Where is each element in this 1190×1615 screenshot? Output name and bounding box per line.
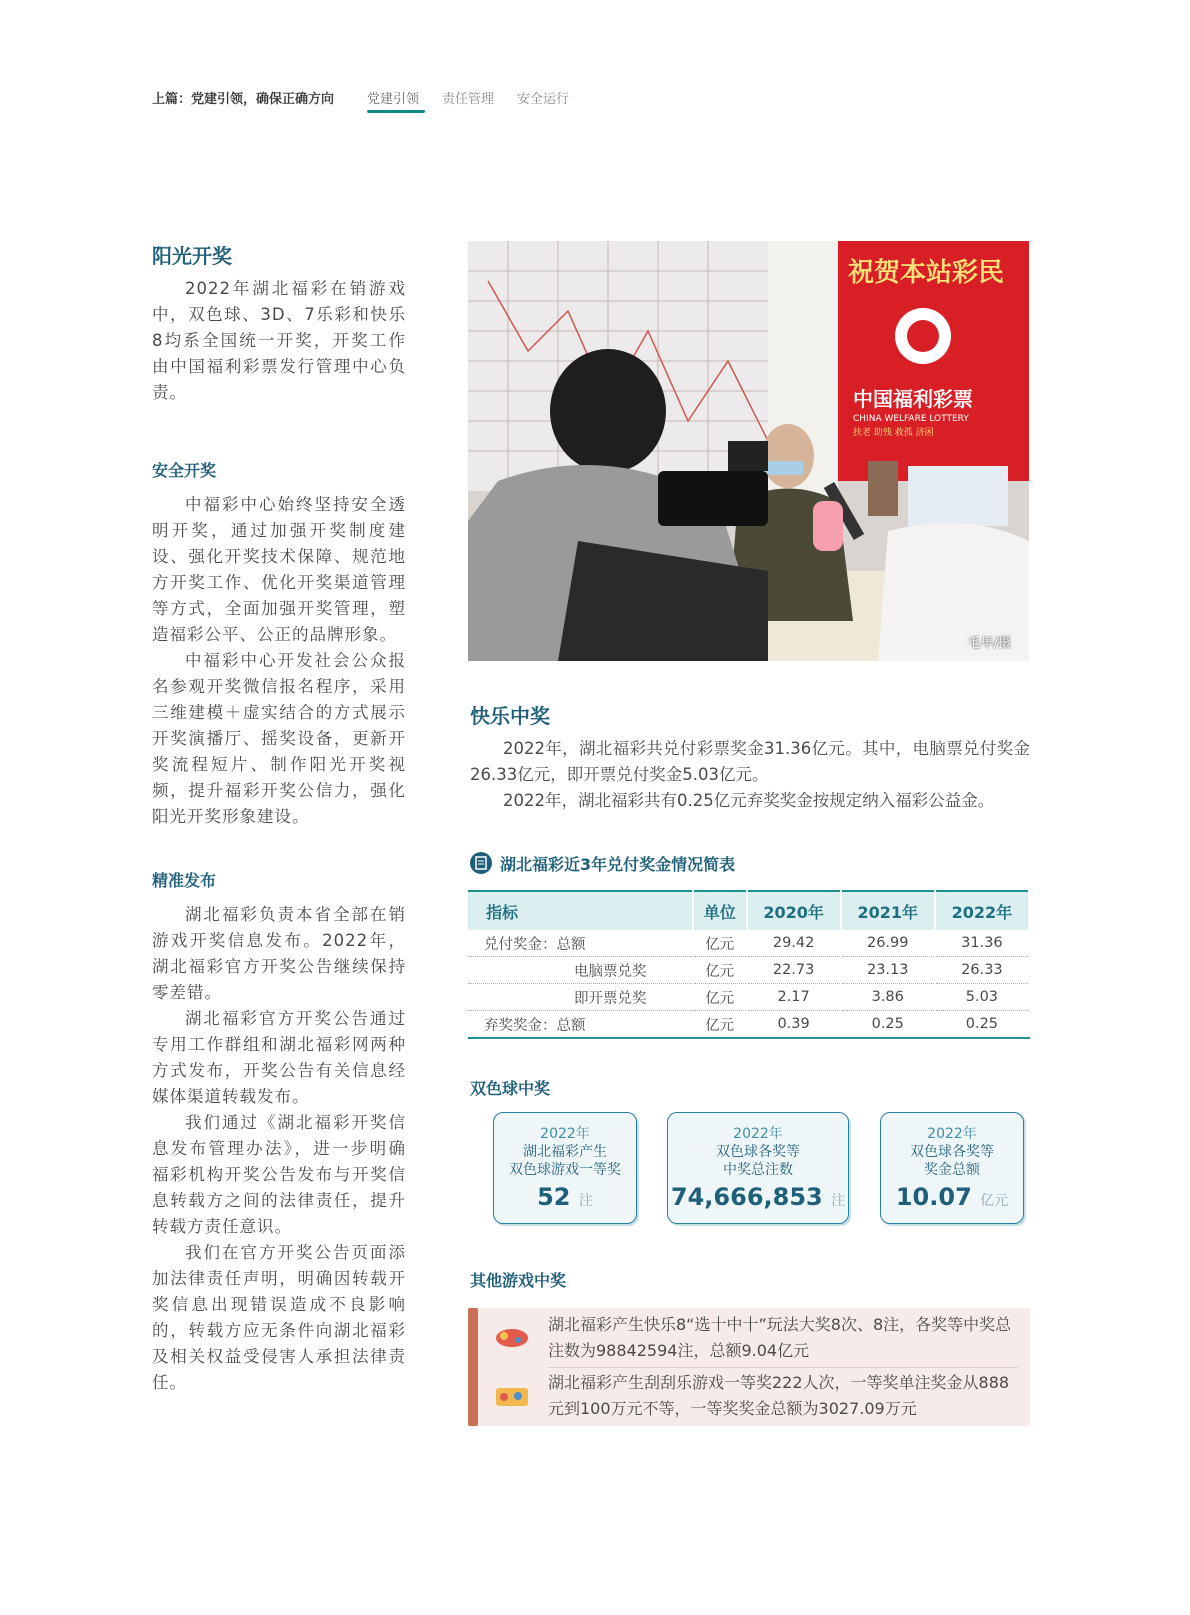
stat-line-2: 中奖总注数 [723, 1162, 793, 1178]
row-2022: 0.25 [935, 1011, 1029, 1039]
prize-table [468, 890, 1030, 1039]
table-row [468, 957, 1029, 984]
row-indicator: 弃奖奖金：总额 [468, 1011, 693, 1039]
row-2022: 5.03 [935, 984, 1029, 1011]
col-header-2022: 2022年 [935, 891, 1029, 930]
row-2020: 29.42 [747, 930, 841, 957]
tab-party-lead[interactable]: 党建引领 [367, 92, 420, 107]
other-item-1: 湖北福彩产生快乐8“选十中十”玩法大奖8次、8注，各奖等中奖总注数为98842594注，总额9.04亿元 [548, 1315, 1012, 1360]
photo-illustration [468, 241, 1029, 661]
sign-en-text: CHINA WELFARE LOTTERY [853, 414, 969, 424]
stat-value: 10.07 [895, 1183, 972, 1211]
happy-title: 快乐中奖 [470, 704, 550, 728]
stat-unit: 注 [831, 1193, 846, 1209]
col-header-unit: 单位 [693, 891, 747, 930]
stat-line-1: 双色球各奖等 [716, 1144, 800, 1160]
lantern-icon [492, 1324, 532, 1352]
section-title: 上篇：党建引领，确保正确方向 [152, 92, 335, 107]
publish-para-1: 湖北福彩负责本省全部在销游戏开奖信息发布。2022年，湖北福彩官方开奖公告继续保持零差错。 [152, 905, 406, 1002]
safe-para-1: 中福彩中心始终坚持安全透明开奖，通过加强开奖制度建设、强化开奖技术保障、规范地方开奖工作、优化开奖渠道管理等方式，全面加强开奖管理，塑造福彩公平、公正的品牌形象。 [152, 495, 406, 644]
document-icon [470, 852, 492, 874]
table-row [468, 984, 1029, 1011]
row-unit: 亿元 [693, 1011, 747, 1039]
row-unit: 亿元 [693, 984, 747, 1011]
stat-unit: 亿元 [980, 1193, 1009, 1209]
row-indicator: 兑付奖金：总额 [468, 930, 693, 957]
stat-value: 74,666,853 [670, 1183, 823, 1211]
publish-para-4: 我们在官方开奖公告页面添加法律责任声明，明确因转载开奖信息出现错误造成不良影响的，转载方应无条件向湖北福彩及相关权益受侵害人承担法律责任。 [152, 1243, 406, 1392]
stat-unit: 注 [578, 1193, 593, 1209]
stat-line-1: 湖北福彩产生 [523, 1144, 607, 1160]
stat-line-2: 奖金总额 [924, 1162, 980, 1178]
col-header-2020: 2020年 [747, 891, 841, 930]
row-unit: 亿元 [693, 930, 747, 957]
accent-bar [468, 1308, 478, 1426]
row-indicator: 即开票兑奖 [468, 984, 693, 1011]
lottery-shop-photo [468, 241, 1029, 661]
stat-box-total-prize [880, 1112, 1024, 1224]
row-indicator: 电脑票兑奖 [468, 957, 693, 984]
row-2020: 22.73 [747, 957, 841, 984]
sunshine-title: 阳光开奖 [152, 244, 232, 268]
row-2020: 2.17 [747, 984, 841, 1011]
stat-box-first-prize [493, 1112, 637, 1224]
safe-title: 安全开奖 [152, 461, 217, 480]
row-2021: 3.86 [841, 984, 935, 1011]
publish-para-2: 湖北福彩官方开奖公告通过专用工作群组和湖北福彩网两种方式发布，开奖公告有关信息经媒体渠道转载发布。 [152, 1009, 406, 1106]
stat-year: 2022年 [540, 1126, 590, 1142]
stat-year: 2022年 [733, 1126, 783, 1142]
other-item-2: 湖北福彩产生刮刮乐游戏一等奖222人次，一等奖单注奖金从888元到100万元不等，一等奖奖金总额为3027.09万元 [548, 1373, 1010, 1418]
sunshine-para: 2022年湖北福彩在销游戏中，双色球、3D、7乐彩和快乐8均系全国统一开奖，开奖工作由中国福利彩票发行管理中心负责。 [152, 279, 406, 402]
row-2022: 26.33 [935, 957, 1029, 984]
safe-para-2: 中福彩中心开发社会公众报名参观开奖微信报名程序，采用三维建模＋虚实结合的方式展示开奖演播厅、摇奖设备，更新开奖流程短片、制作阳光开奖视频，提升福彩开奖公信力，强化阳光开奖形象建设。 [152, 651, 406, 826]
page-header [152, 88, 1052, 118]
divider [548, 1367, 1018, 1368]
table-header-row [468, 891, 1029, 930]
row-2022: 31.36 [935, 930, 1029, 957]
happy-para-2: 2022年，湖北福彩共有0.25亿元弃奖奖金按规定纳入福彩公益金。 [503, 791, 995, 810]
happy-para-1: 2022年，湖北福彩共兑付彩票奖金31.36亿元。其中，电脑票兑付奖金26.33亿元，即开票兑付奖金5.03亿元。 [470, 739, 1030, 784]
scratch-card-icon [492, 1382, 532, 1410]
row-2021: 23.13 [841, 957, 935, 984]
sign-top-text: 祝贺本站彩民 [848, 258, 1005, 288]
stat-line-1: 双色球各奖等 [910, 1144, 994, 1160]
row-2021: 26.99 [841, 930, 935, 957]
tab-safe-operation[interactable]: 安全运行 [517, 92, 570, 107]
sign-cn-text: 中国福利彩票 [853, 387, 973, 411]
col-header-2021: 2021年 [841, 891, 935, 930]
ssq-title: 双色球中奖 [470, 1079, 551, 1098]
other-games-box [468, 1308, 1030, 1426]
table-row [468, 1011, 1029, 1039]
stat-value: 52 [537, 1183, 571, 1211]
stat-year: 2022年 [927, 1126, 977, 1142]
active-tab-underline [367, 110, 425, 113]
row-2020: 0.39 [747, 1011, 841, 1039]
publish-title: 精准发布 [152, 871, 217, 890]
stat-line-2: 双色球游戏一等奖 [509, 1162, 621, 1178]
photo-credit: 毛早/摄 [967, 636, 1011, 651]
tab-responsibility[interactable]: 责任管理 [442, 92, 495, 107]
stat-box-total-winning-tickets [667, 1112, 849, 1224]
table-row [468, 930, 1029, 957]
col-header-indicator: 指标 [468, 891, 693, 930]
table-title: 湖北福彩近3年兑付奖金情况简表 [500, 855, 736, 874]
row-2021: 0.25 [841, 1011, 935, 1039]
sign-slogan-text: 扶老 助残 救孤 济困 [853, 428, 934, 438]
row-unit: 亿元 [693, 957, 747, 984]
other-title: 其他游戏中奖 [470, 1271, 567, 1290]
publish-para-3: 我们通过《湖北福彩开奖信息发布管理办法》，进一步明确福彩机构开奖公告发布与开奖信息转载方之间的法律责任，提升转载方责任意识。 [152, 1113, 406, 1236]
